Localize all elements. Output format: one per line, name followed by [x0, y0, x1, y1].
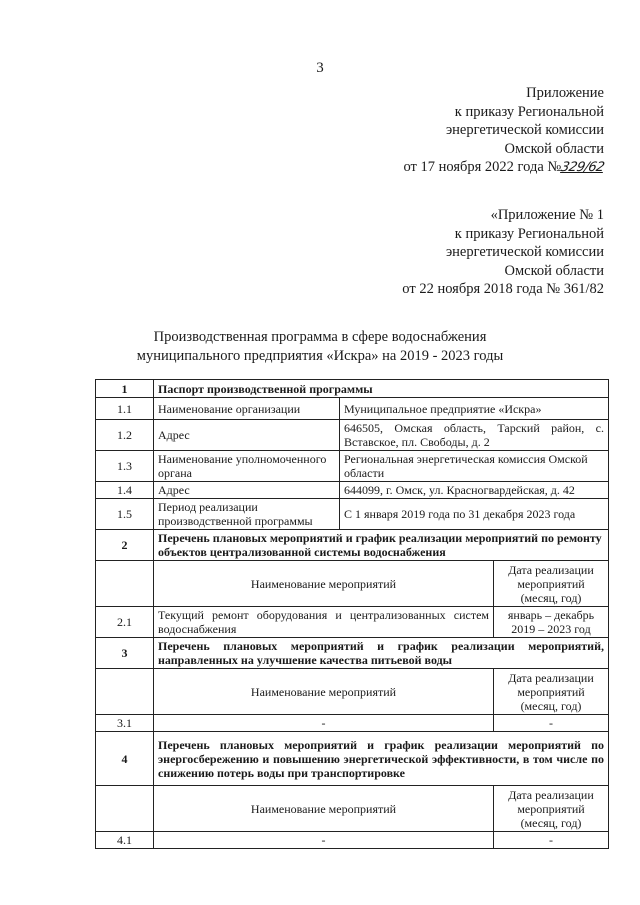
table-row: [96, 732, 609, 786]
row-label: Наименование организации: [154, 398, 340, 420]
appendix-line: «Приложение № 1: [490, 207, 604, 223]
table-row: [96, 607, 609, 638]
production-program-table: [95, 379, 609, 849]
table-row: [96, 420, 609, 451]
table-row: [96, 482, 609, 499]
row-value: 644099, г. Омск, ул. Красногвардейская, д. 42: [340, 482, 609, 499]
row-number: 1.1: [96, 398, 154, 420]
measure-date: -: [494, 715, 609, 732]
appendix-line: к приказу Региональной: [454, 103, 604, 120]
row-number: 3.1: [96, 715, 154, 732]
appendix-header: [403, 84, 604, 178]
section-title: Перечень плановых мероприятий и график реализации мероприятий, направленных на улучшение качества питьевой воды: [154, 638, 609, 669]
row-label: Адрес: [154, 482, 340, 499]
empty-cell: [96, 561, 154, 607]
row-value: С 1 января 2019 года по 31 декабря 2023 года: [340, 499, 609, 530]
column-header-name: Наименование мероприятий: [154, 669, 494, 715]
appendix-line: энергетической комиссии: [445, 122, 604, 138]
column-header-date: Дата реализации мероприятий (месяц, год): [494, 669, 609, 715]
measure-date: -: [494, 832, 609, 849]
table-row: [96, 398, 609, 420]
table-row: [96, 669, 609, 715]
page-number: 3: [316, 60, 324, 76]
section-title: Перечень плановых мероприятий и график реализации мероприятий по ремонту объектов централизованной системы водоснабжения: [154, 530, 609, 561]
column-header-name: Наименование мероприятий: [154, 561, 494, 607]
appendix-line: Омской области: [504, 262, 604, 279]
table-row: [96, 715, 609, 732]
row-value: Региональная энергетическая комиссия Омской области: [340, 451, 609, 482]
table-row: [96, 832, 609, 849]
row-number: 2.1: [96, 607, 154, 638]
table-row: [96, 530, 609, 561]
row-number: 1.2: [96, 420, 154, 451]
appendix-line: от 22 ноября 2018 года № 361/82: [402, 281, 604, 297]
measure-date: январь – декабрь 2019 – 2023 год: [494, 607, 609, 638]
section-title: Перечень плановых мероприятий и график реализации мероприятий по энергосбережению и повышению энергетической эффективности, в том числе по снижению потерь воды при транспортировке: [154, 732, 609, 786]
section-number: 2: [96, 530, 154, 561]
measure-name: -: [154, 832, 494, 849]
column-header-date: Дата реализации мероприятий (месяц, год): [494, 561, 609, 607]
title-line: муниципального предприятия «Искра» на 2019 - 2023 годы: [136, 347, 504, 364]
table-row: [96, 786, 609, 832]
row-number: 1.4: [96, 482, 154, 499]
table-row: [96, 638, 609, 669]
section-number: 3: [96, 638, 154, 669]
appendix-line: Омской области: [504, 140, 604, 157]
measure-name: Текущий ремонт оборудования и централизованных систем водоснабжения: [154, 607, 494, 638]
table-row: [96, 561, 609, 607]
measure-name: -: [154, 715, 494, 732]
section-number: 1: [96, 380, 154, 398]
handwritten-order-number: 329/62: [559, 160, 606, 175]
row-number: 4.1: [96, 832, 154, 849]
row-label: Адрес: [154, 420, 340, 451]
table-row: [96, 499, 609, 530]
document-title: [0, 328, 640, 365]
row-value: Муниципальное предприятие «Искра»: [340, 398, 609, 420]
table-row: [96, 380, 609, 398]
empty-cell: [96, 669, 154, 715]
row-number: 1.3: [96, 451, 154, 482]
appendix-line: Приложение: [526, 85, 604, 101]
row-number: 1.5: [96, 499, 154, 530]
appendix-line: к приказу Региональной: [454, 225, 604, 242]
section-number: 4: [96, 732, 154, 786]
section-title: Паспорт производственной программы: [154, 380, 609, 398]
table-row: [96, 451, 609, 482]
row-label: Наименование уполномоченного органа: [154, 451, 340, 482]
row-value: 646505, Омская область, Тарский район, с. Вставское, пл. Свободы, д. 2: [340, 420, 609, 451]
title-line: Производственная программа в сфере водоснабжения: [153, 329, 487, 345]
original-appendix-header: [402, 206, 604, 299]
empty-cell: [96, 786, 154, 832]
order-date: от 17 ноября 2022 года №: [403, 159, 562, 175]
appendix-line: энергетической комиссии: [445, 244, 604, 260]
row-label: Период реализации производственной программы: [154, 499, 340, 530]
column-header-date: Дата реализации мероприятий (месяц, год): [494, 786, 609, 832]
appendix-date-line: [403, 158, 604, 178]
column-header-name: Наименование мероприятий: [154, 786, 494, 832]
